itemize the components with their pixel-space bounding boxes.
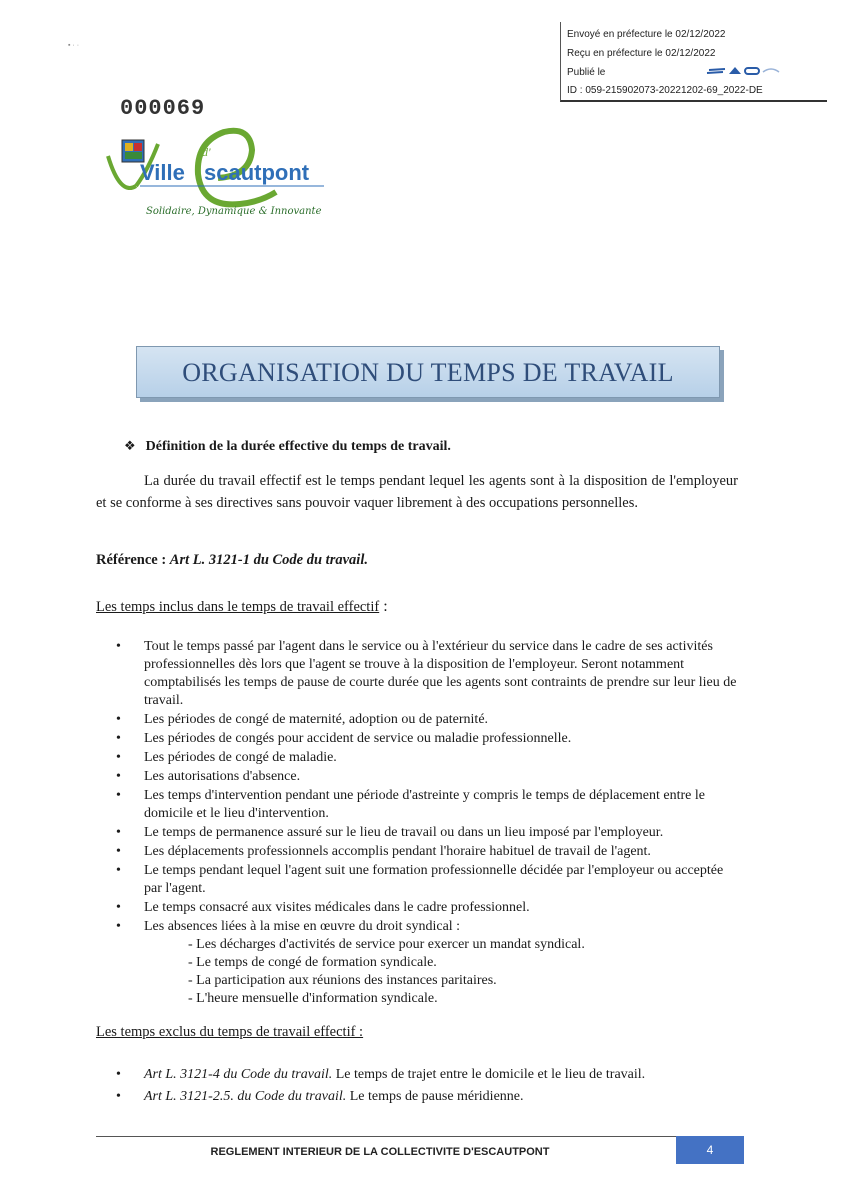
document-number: 000069	[120, 96, 206, 121]
list-item: • Les déplacements professionnels accomplis pendant l'horaire habituel de travail de l'agent.	[116, 843, 742, 861]
page-title: ORGANISATION DU TEMPS DE TRAVAIL	[182, 358, 674, 387]
list-item	[116, 1086, 742, 1108]
svg-text:scautpont: scautpont	[204, 160, 310, 185]
excluded-list	[116, 1064, 742, 1108]
sublist-item: - Le temps de congé de formation syndicale.	[188, 955, 437, 970]
included-heading-text: Les temps inclus dans le temps de travail effectif	[96, 599, 380, 615]
list-item: • Le temps pendant lequel l'agent suit une formation professionnelle décidée par l'employeur ou acceptée par l'agent.	[116, 862, 742, 898]
article-ref: Art L. 3121-2.5. du Code du travail.	[144, 1089, 347, 1104]
list-item	[116, 1064, 742, 1086]
definition-text: La durée du travail effectif est le temps pendant lequel les agents sont à la disposition de l'employeur et se conforme à ses directives sans pouvoir vaquer librement à des occupations personnelles.	[96, 473, 738, 511]
list-item: • Les périodes de congé de maternité, adoption ou de paternité.	[116, 711, 742, 729]
title-banner	[136, 346, 720, 398]
article-text: Le temps de pause méridienne.	[346, 1089, 524, 1104]
section-heading-text: Définition de la durée effective du temps de travail.	[145, 439, 451, 454]
list-item: • Les autorisations d'absence.	[116, 768, 742, 786]
coat-of-arms-icon	[122, 140, 144, 162]
sublist-item: - La participation aux réunions des instances paritaires.	[188, 973, 497, 988]
definition-paragraph	[96, 470, 738, 514]
stamp-logo-mark	[705, 64, 785, 78]
list-item: • Les périodes de congé de maladie.	[116, 749, 742, 767]
included-list	[116, 638, 742, 1009]
list-item: • Tout le temps passé par l'agent dans le service ou à l'extérieur du service dans le cadre de ses activités professionnelles dès lors que l'agent se trouve à la disposition de l'employeur. Seront notamment comptabilisés les temps de pause de courte durée que les agents sont contraints de prendre sur leur lieu de travail.	[116, 638, 742, 710]
article-ref: Art L. 3121-4 du Code du travail.	[144, 1067, 333, 1082]
union-item-text: Les absences liées à la mise en œuvre du droit syndical :	[144, 919, 461, 934]
sublist-item: - L'heure mensuelle d'information syndicale.	[188, 991, 438, 1006]
scan-marks: ▪ · ·	[68, 42, 80, 49]
reference-line	[96, 552, 368, 569]
list-item: • Les périodes de congés pour accident de service ou maladie professionnelle.	[116, 730, 742, 748]
sublist-item: - Les décharges d'activités de service pour exercer un mandat syndical.	[188, 937, 585, 952]
stamp-sent: Envoyé en préfecture le 02/12/2022	[567, 29, 726, 40]
footer-title: REGLEMENT INTERIEUR DE LA COLLECTIVITE D'ESCAUTPONT	[210, 1146, 550, 1158]
article-text: Le temps de trajet entre le domicile et le lieu de travail.	[332, 1067, 646, 1082]
included-heading	[96, 598, 388, 616]
union-sublist	[144, 936, 742, 1008]
stamp-published-label: Publié le	[567, 67, 606, 78]
prefecture-stamp	[560, 22, 827, 102]
footer-rule	[96, 1136, 744, 1137]
list-item: • Les temps d'intervention pendant une période d'astreinte y compris le temps de déplacement entre le domicile et le lieu d'intervention.	[116, 787, 742, 823]
list-item: • Le temps consacré aux visites médicales dans le cadre professionnel.	[116, 899, 742, 917]
section-heading	[124, 438, 451, 455]
list-item: • Le temps de permanence assuré sur le lieu de travail ou dans un lieu imposé par l'employeur.	[116, 824, 742, 842]
reference-value: Art L. 3121-1 du Code du travail.	[169, 552, 368, 568]
included-heading-suffix: :	[379, 598, 388, 615]
reference-label: Référence :	[96, 552, 167, 568]
page-number-badge: 4	[676, 1136, 744, 1164]
svg-text:Ville: Ville	[140, 160, 185, 185]
svg-text:d': d'	[202, 145, 211, 159]
excluded-heading: Les temps exclus du temps de travail effectif :	[96, 1024, 364, 1040]
stamp-received: Reçu en préfecture le 02/12/2022	[567, 48, 716, 59]
list-item-union	[116, 918, 742, 1008]
stamp-id: ID : 059-215902073-20221202-69_2022-DE	[567, 85, 763, 96]
town-slogan: Solidaire, Dynamique & Innovante	[146, 206, 322, 217]
diamond-bullet-icon: ❖	[124, 438, 136, 453]
